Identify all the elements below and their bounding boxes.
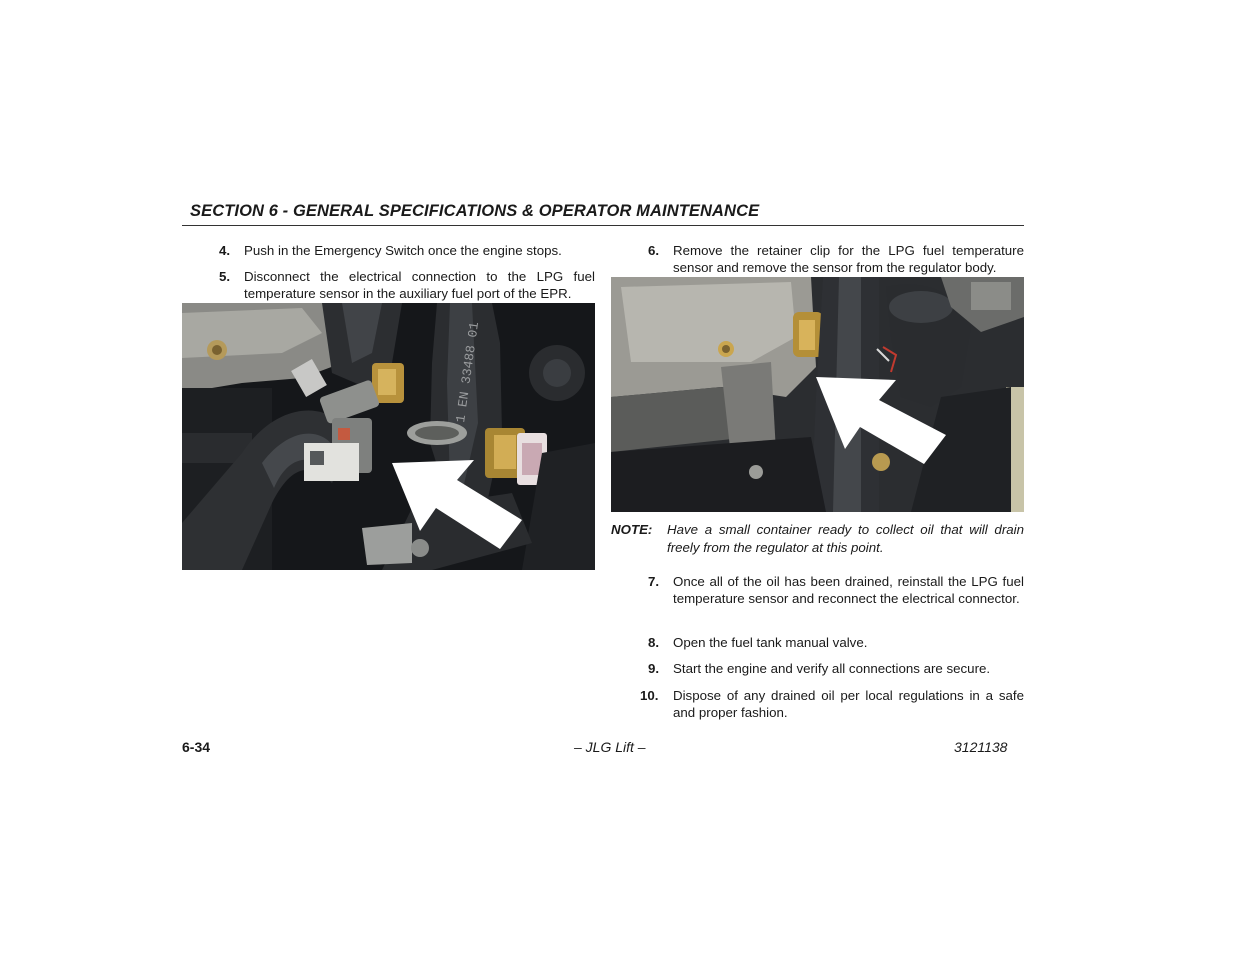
step-5 — [219, 268, 595, 302]
step-text: Start the engine and verify all connections are secure. — [673, 661, 991, 676]
step-text: Once all of the oil has been drained, reinstall the LPG fuel temperature sensor and reconnect the electrical connector. — [673, 574, 1024, 606]
step-number: 7. — [648, 574, 660, 589]
step-number: 10. — [640, 688, 659, 703]
step-9 — [648, 660, 1024, 677]
step-text: Push in the Emergency Switch once the engine stops. — [244, 243, 562, 258]
step-text: Open the fuel tank manual valve. — [673, 635, 868, 650]
document-number: 3121138 — [954, 739, 1008, 755]
step-text: Disconnect the electrical connection to the LPG fuel temperature sensor in the auxiliary fuel port of the EPR. — [244, 269, 595, 301]
step-number: 8. — [648, 635, 660, 650]
step-text: Dispose of any drained oil per local regulations in a safe and proper fashion. — [673, 688, 1024, 720]
step-number: 4. — [219, 243, 231, 258]
step-7 — [648, 573, 1024, 624]
section-title: SECTION 6 - GENERAL SPECIFICATIONS & OPERATOR MAINTENANCE — [190, 202, 760, 220]
step-8 — [648, 634, 1024, 651]
engine-photo-left — [182, 303, 595, 570]
step-4 — [219, 242, 595, 259]
step-10 — [640, 687, 1024, 721]
note-label: NOTE: — [611, 522, 653, 537]
step-number: 9. — [648, 661, 660, 676]
hose-print: 1 EN 33488 01 — [453, 321, 483, 424]
footer-brand: – JLG Lift – — [574, 739, 646, 755]
page-number: 6-34 — [182, 739, 211, 755]
engine-photo-right — [611, 277, 1024, 512]
step-text: Remove the retainer clip for the LPG fuel temperature sensor and remove the sensor from the regulator body. — [673, 243, 1024, 275]
note-text: Have a small container ready to collect oil that will drain freely from the regulator at this point. — [667, 522, 1024, 555]
title-rule — [182, 225, 1024, 226]
step-number: 5. — [219, 269, 231, 284]
step-number: 6. — [648, 243, 660, 258]
step-6 — [648, 242, 1024, 276]
